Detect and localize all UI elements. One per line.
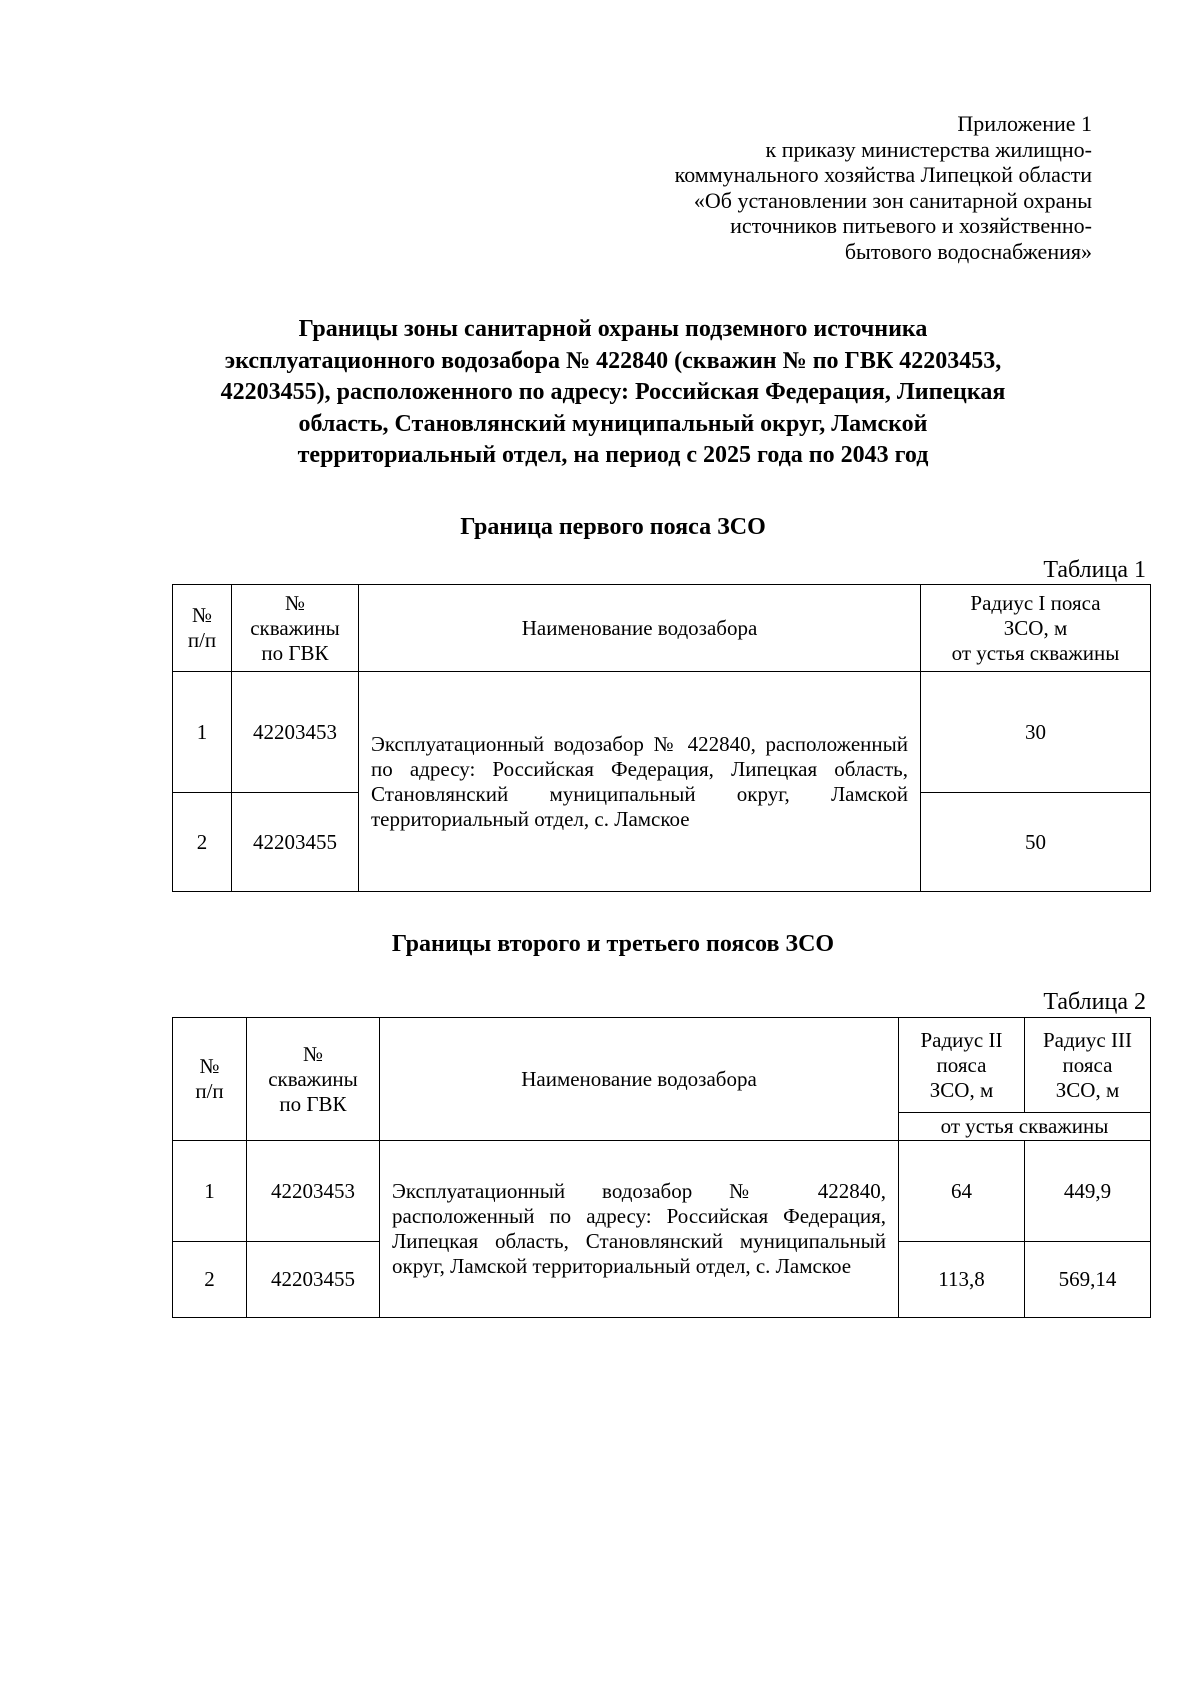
header-text: пояса xyxy=(1062,1052,1113,1077)
header-text: Радиус II xyxy=(920,1027,1003,1052)
cell-num: 1 xyxy=(173,672,232,793)
header-radius xyxy=(921,585,1151,672)
appendix-header xyxy=(492,111,1092,265)
appendix-line: коммунального хозяйства Липецкой области xyxy=(674,162,1092,188)
header-text: Радиус III xyxy=(1043,1027,1132,1052)
cell-radius-3: 449,9 xyxy=(1025,1141,1151,1242)
cell-radius: 30 xyxy=(921,672,1151,793)
title-line: Границы зоны санитарной охраны подземного источника xyxy=(298,316,928,342)
appendix-line: «Об установлении зон санитарной охраны xyxy=(693,187,1092,213)
title-line: 42203455), расположенного по адресу: Российская Федерация, Липецкая xyxy=(220,379,1006,405)
document-title xyxy=(160,314,1066,472)
table-first-zone xyxy=(172,584,1151,892)
header-name: Наименование водозабора xyxy=(359,585,921,672)
appendix-line: бытового водоснабжения» xyxy=(844,238,1092,264)
cell-well: 42203453 xyxy=(232,672,359,793)
table-header-row xyxy=(173,1018,1151,1113)
cell-well: 42203455 xyxy=(247,1242,380,1318)
header-text: ЗСО, м xyxy=(1003,615,1068,640)
section2-title: Границы второго и третьего поясов ЗСО xyxy=(391,931,835,957)
cell-num: 2 xyxy=(173,793,232,892)
cell-num: 1 xyxy=(173,1141,247,1242)
appendix-line: Приложение 1 xyxy=(957,111,1092,136)
table-row xyxy=(173,1141,1151,1242)
header-text: № xyxy=(302,1041,324,1066)
table2-caption: Таблица 2 xyxy=(1043,989,1146,1015)
header-text: № xyxy=(191,603,213,627)
header-radius-2 xyxy=(899,1018,1025,1113)
cell-radius-3: 569,14 xyxy=(1025,1242,1151,1318)
cell-radius-2: 64 xyxy=(899,1141,1025,1242)
header-text: пояса xyxy=(936,1052,987,1077)
header-num xyxy=(173,1018,247,1141)
header-text: п/п xyxy=(195,1079,224,1103)
header-text: от устья скважины xyxy=(951,640,1120,665)
appendix-line: источников питьевого и хозяйственно- xyxy=(730,213,1092,239)
header-text: по ГВК xyxy=(261,640,329,665)
cell-num: 2 xyxy=(173,1242,247,1318)
header-text: ЗСО, м xyxy=(929,1077,994,1102)
header-text: п/п xyxy=(187,628,217,652)
header-text: Радиус I пояса xyxy=(970,590,1101,615)
header-name: Наименование водозабора xyxy=(380,1018,899,1141)
title-line: территориальный отдел, на период с 2025 года по 2043 год xyxy=(297,442,929,468)
header-num xyxy=(173,585,232,672)
header-well xyxy=(232,585,359,672)
header-well xyxy=(247,1018,380,1141)
cell-radius-2: 113,8 xyxy=(899,1242,1025,1318)
header-text: № xyxy=(284,590,306,615)
header-text: № xyxy=(199,1054,220,1078)
header-text: скважины xyxy=(268,1066,358,1091)
table-header-row xyxy=(173,585,1151,672)
cell-well: 42203455 xyxy=(232,793,359,892)
header-text: по ГВК xyxy=(279,1091,347,1116)
title-line: эксплуатационного водозабора № 422840 (скважин № по ГВК 42203453, xyxy=(224,347,1002,374)
header-text: скважины xyxy=(250,615,340,640)
cell-intake-name: Эксплуатационный водозабор № 422840, расположенный по адресу: Российская Федерация, Липецкая область, Становлянский муниципальный округ, Ламской территориальный отдел, с. Ламское xyxy=(380,1141,899,1318)
header-radius-3 xyxy=(1025,1018,1151,1113)
cell-well: 42203453 xyxy=(247,1141,380,1242)
cell-radius: 50 xyxy=(921,793,1151,892)
table1-caption: Таблица 1 xyxy=(1043,557,1146,583)
appendix-line: к приказу министерства жилищно- xyxy=(765,136,1092,162)
title-line: область, Становлянский муниципальный округ, Ламской xyxy=(298,410,928,437)
table-second-third-zone xyxy=(172,1017,1151,1318)
header-from-mouth: от устья скважины xyxy=(899,1113,1151,1141)
table-row xyxy=(173,672,1151,793)
section1-title: Граница первого пояса ЗСО xyxy=(460,514,766,540)
header-text: ЗСО, м xyxy=(1055,1077,1120,1102)
cell-intake-name: Эксплуатационный водозабор № 422840, расположенный по адресу: Российская Федерация, Липецкая область, Становлянский муниципальный округ, Ламской территориальный отдел, с. Ламское xyxy=(359,672,921,892)
